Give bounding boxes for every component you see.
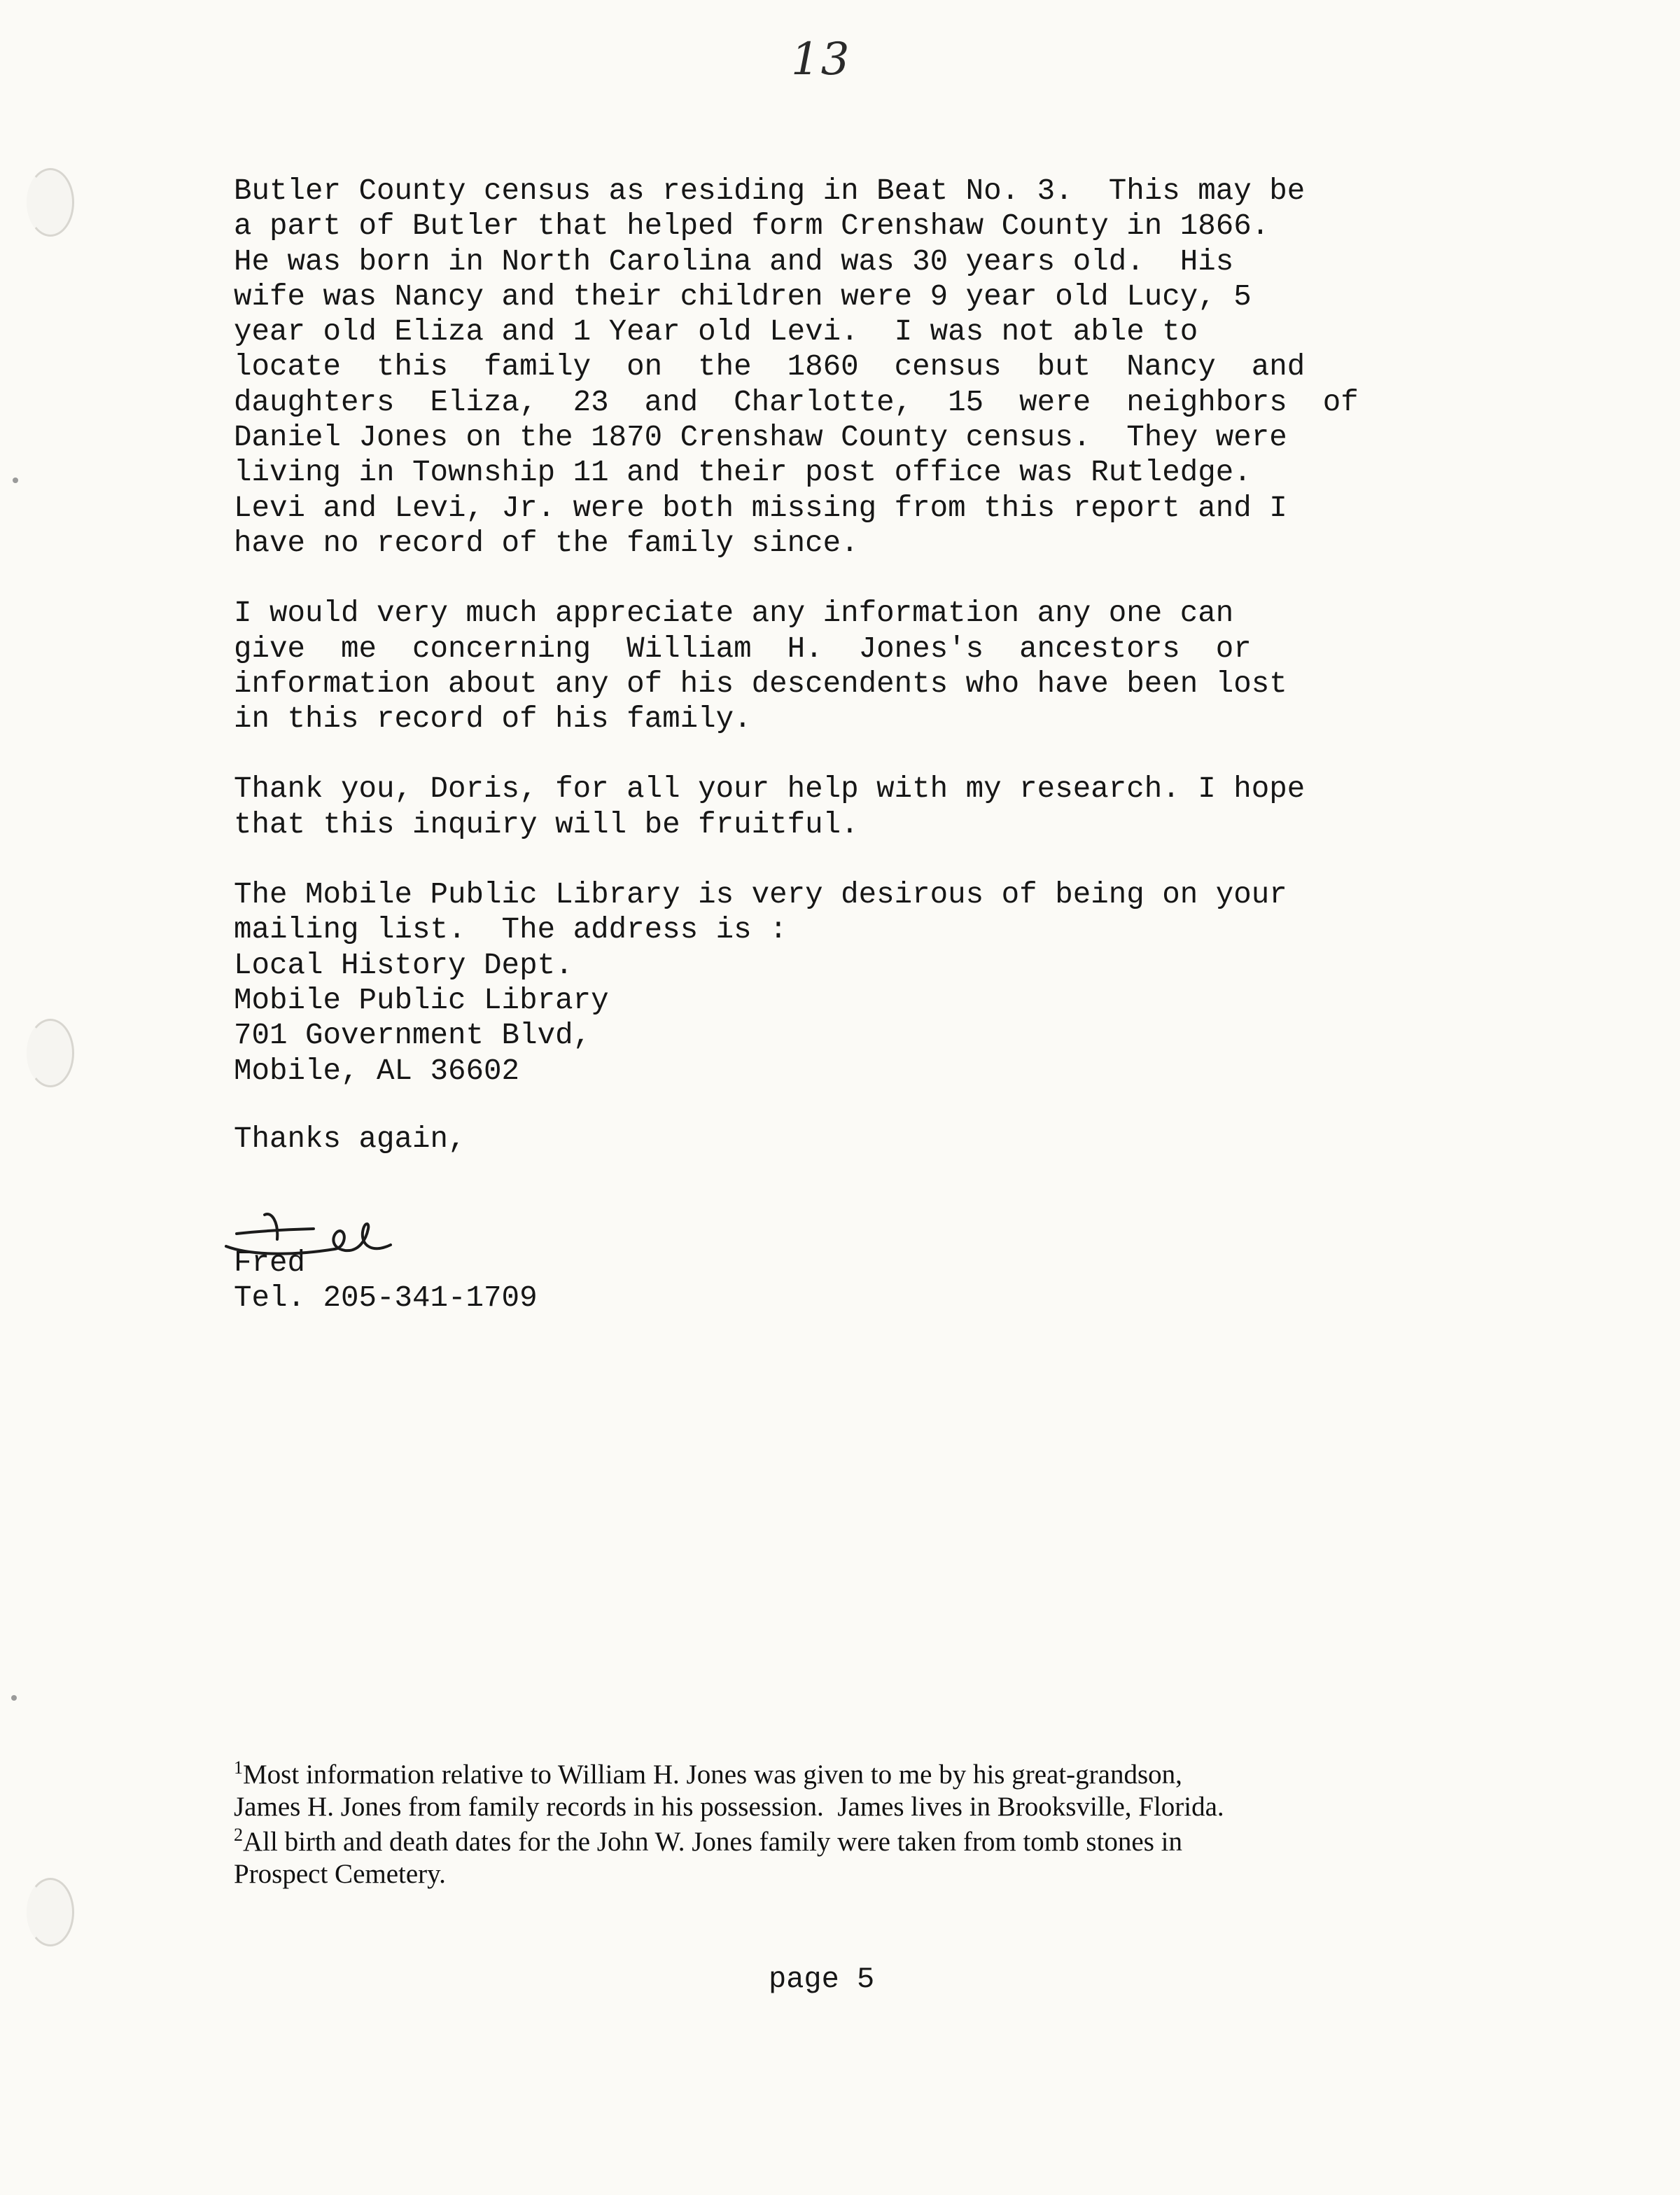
address-line: Mobile Public Library [234, 983, 609, 1017]
footnote-1 [234, 1759, 1452, 1823]
page-speck [13, 478, 18, 483]
address-line: 701 Government Blvd, [234, 1019, 592, 1053]
letter-body [234, 174, 1428, 1316]
page-speck [11, 1695, 17, 1701]
footnote-text: All birth and death dates for the John W. Jones family were taken from tomb stones in Prospect Cemetery. [234, 1827, 1182, 1889]
address-line: Local History Dept. [234, 948, 573, 982]
punch-hole-top [27, 168, 74, 237]
page-number: page 5 [769, 1963, 875, 1996]
footnote-mark: 1 [234, 1757, 243, 1778]
paragraph-thanks: Thank you, Doris, for all your help with my research. I hope that this inquiry will be fruitful. [234, 772, 1306, 842]
paragraph-census: Butler County census as residing in Beat No. 3. This may be a part of Butler that helped form Crenshaw County in 1866. He was born in North Carolina and was 30 years old. His wife was Nancy and their children were 9 year old Lucy, 5 year old Eliza and 1 Year old Levi. I was not able to locate this family on the 1860 census but Nancy and daughters Eliza, 23 and Charlotte, 15 were neighbors of Daniel Jones on the 1870 Crenshaw County census. They were living in Township 11 and their post office was Rutledge. Levi and Levi, Jr. were both missing from this report and I have no record of the family since. [234, 174, 1359, 560]
footnote-mark: 2 [234, 1825, 243, 1845]
handwritten-page-number: 13 [791, 34, 851, 85]
signer-telephone: Tel. 205-341-1709 [234, 1281, 538, 1316]
address-line: Mobile, AL 36602 [234, 1054, 520, 1088]
footnote-2 [234, 1826, 1452, 1890]
punch-hole-bottom [27, 1878, 74, 1946]
footnotes [234, 1759, 1452, 1890]
footnote-text: Most information relative to William H. Jones was given to me by his great-grandson, James H. Jones from family records in his possession. James lives in Brooksville, Florida. [234, 1760, 1224, 1822]
signer-name: Fred [234, 1246, 306, 1281]
handwritten-signature [223, 1190, 419, 1267]
punch-hole-middle [27, 1019, 74, 1087]
paragraph-library: The Mobile Public Library is very desirous of being on your mailing list. The address is : [234, 878, 1287, 947]
paragraph-request: I would very much appreciate any information any one can give me concerning William H. Jones's ancestors or information about any of his descendents who have been lost in this record of his family. [234, 597, 1287, 737]
closing: Thanks again, [234, 1122, 466, 1156]
